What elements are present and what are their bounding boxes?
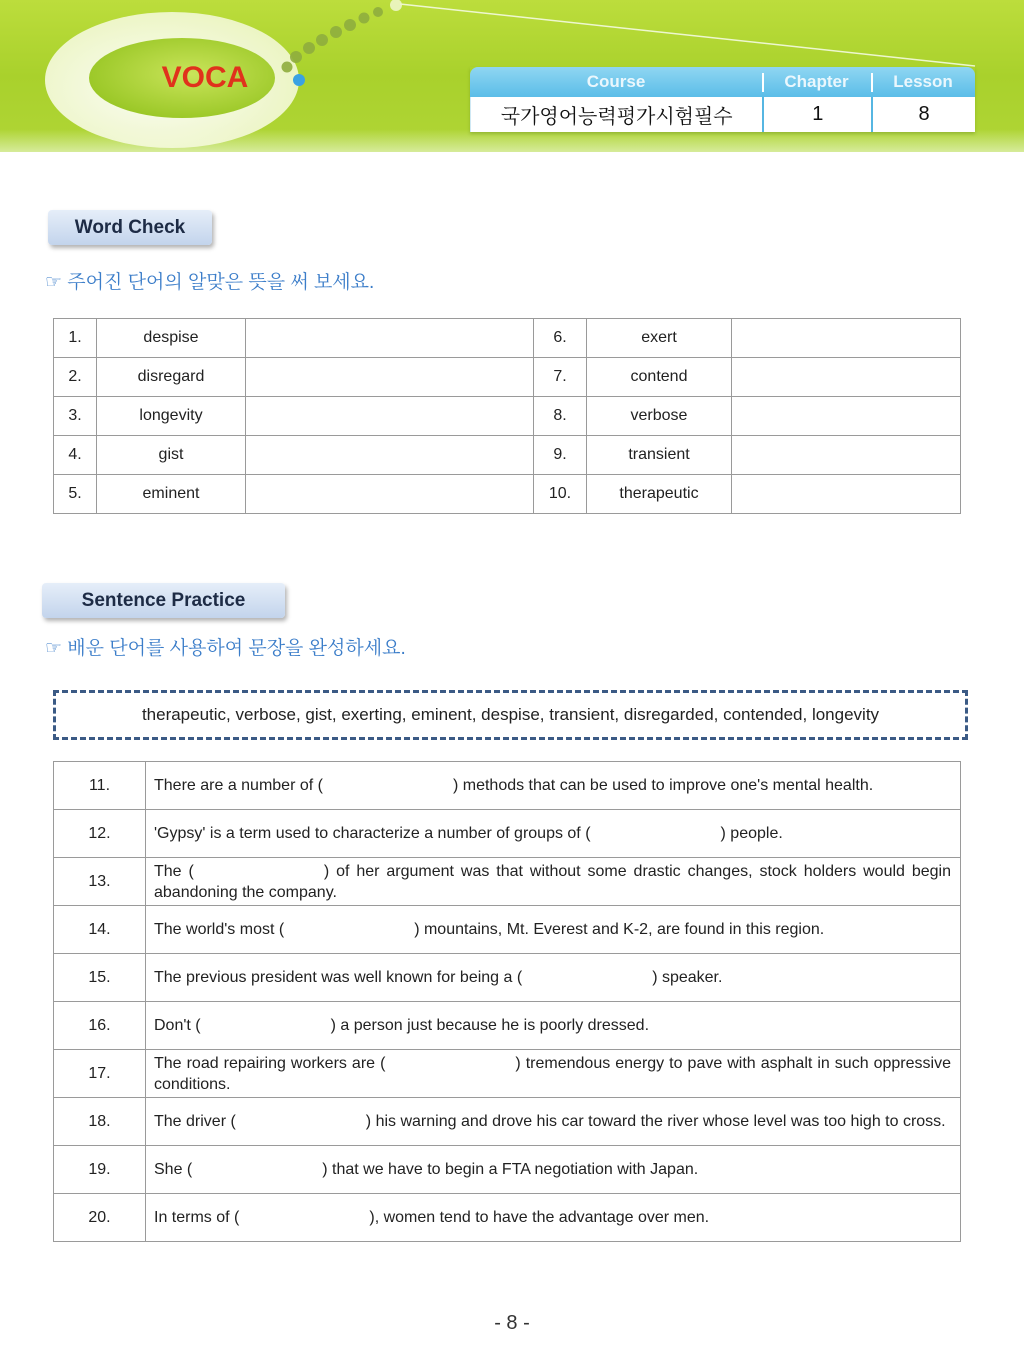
course-info-values bbox=[470, 97, 975, 132]
item-number: 11. bbox=[54, 762, 146, 810]
item-number: 17. bbox=[54, 1050, 146, 1098]
sentence-after: ) that we have to begin a FTA negotiation with Japan. bbox=[322, 1161, 699, 1178]
chapter-header: Chapter bbox=[762, 67, 871, 97]
sentence-text bbox=[146, 1146, 961, 1194]
vocab-word: longevity bbox=[97, 397, 246, 436]
vocab-word: eminent bbox=[97, 475, 246, 514]
sentence-before: 'Gypsy' is a term used to characterize a number of groups of ( bbox=[154, 825, 591, 842]
sentence-text bbox=[146, 810, 961, 858]
lesson-value: 8 bbox=[871, 97, 975, 132]
item-number: 7. bbox=[534, 358, 587, 397]
sentence-before: The road repairing workers are ( bbox=[154, 1054, 386, 1072]
sentence-after: ) tremendous energy to pave with asphalt in such oppressive conditions. bbox=[154, 1054, 951, 1093]
sentence-before: She ( bbox=[154, 1161, 193, 1178]
sentence-text bbox=[146, 954, 961, 1002]
course-info-table bbox=[470, 67, 975, 132]
vocab-word: verbose bbox=[587, 397, 732, 436]
vocab-word: therapeutic bbox=[587, 475, 732, 514]
sentence-text bbox=[146, 1194, 961, 1242]
item-number: 9. bbox=[534, 436, 587, 475]
sentence-practice-instruction: ☞ 배운 단어를 사용하여 문장을 완성하세요. bbox=[45, 638, 406, 659]
answer-cell bbox=[732, 397, 961, 436]
sentence-practice-title: Sentence Practice bbox=[42, 583, 285, 618]
item-number: 16. bbox=[54, 1002, 146, 1050]
word-check-instruction: ☞ 주어진 단어의 알맞은 뜻을 써 보세요. bbox=[45, 272, 375, 293]
sentence-before: In terms of ( bbox=[154, 1209, 240, 1226]
answer-cell bbox=[732, 358, 961, 397]
sentence-before: The world's most ( bbox=[154, 921, 285, 938]
item-number: 8. bbox=[534, 397, 587, 436]
answer-cell bbox=[246, 436, 534, 475]
word-row bbox=[54, 397, 961, 436]
item-number: 10. bbox=[534, 475, 587, 514]
course-header: Course bbox=[586, 72, 646, 91]
sentence-row bbox=[54, 762, 961, 810]
word-row bbox=[54, 475, 961, 514]
word-row bbox=[54, 358, 961, 397]
answer-cell bbox=[246, 358, 534, 397]
word-bank-box bbox=[53, 690, 968, 740]
course-value: 국가영어능력평가시험필수 bbox=[500, 106, 733, 128]
sentence-text bbox=[146, 858, 961, 906]
page-header bbox=[0, 0, 1024, 152]
sentence-after: ) mountains, Mt. Everest and K-2, are found in this region. bbox=[414, 921, 825, 938]
sentence-after: ) his warning and drove his car toward the river whose level was too high to cross. bbox=[365, 1113, 946, 1130]
item-number: 4. bbox=[54, 436, 97, 475]
sentence-before: There are a number of ( bbox=[154, 777, 323, 794]
sentence-after: ) speaker. bbox=[652, 969, 723, 986]
vocab-word: disregard bbox=[97, 358, 246, 397]
answer-cell bbox=[732, 436, 961, 475]
word-check-table bbox=[53, 318, 961, 514]
vocab-word: despise bbox=[97, 319, 246, 358]
sentence-before: The driver ( bbox=[154, 1113, 236, 1130]
item-number: 3. bbox=[54, 397, 97, 436]
answer-cell bbox=[246, 319, 534, 358]
item-number: 19. bbox=[54, 1146, 146, 1194]
sentence-before: The previous president was well known for being a ( bbox=[154, 969, 523, 986]
word-check-title: Word Check bbox=[48, 210, 212, 245]
word-bank-text: therapeutic, verbose, gist, exerting, eminent, despise, transient, disregarded, contended, longevity bbox=[141, 705, 880, 724]
logo-text: VOCA bbox=[161, 61, 249, 94]
sentence-after: ) people. bbox=[720, 825, 783, 842]
item-number: 13. bbox=[54, 858, 146, 906]
sentence-text bbox=[146, 1050, 961, 1098]
sentence-row bbox=[54, 810, 961, 858]
sentence-row bbox=[54, 1098, 961, 1146]
page-number: - 8 - bbox=[494, 1312, 530, 1334]
sentence-row bbox=[54, 906, 961, 954]
sentence-practice-table bbox=[53, 761, 961, 1242]
item-number: 14. bbox=[54, 906, 146, 954]
item-number: 1. bbox=[54, 319, 97, 358]
sentence-row bbox=[54, 1050, 961, 1098]
answer-cell bbox=[732, 475, 961, 514]
sentence-text bbox=[146, 906, 961, 954]
sentence-row bbox=[54, 858, 961, 906]
sentence-after: ) methods that can be used to improve one's mental health. bbox=[452, 777, 874, 794]
sentence-before: The ( bbox=[154, 862, 194, 880]
sentence-row bbox=[54, 1146, 961, 1194]
word-row bbox=[54, 319, 961, 358]
item-number: 5. bbox=[54, 475, 97, 514]
item-number: 2. bbox=[54, 358, 97, 397]
word-row bbox=[54, 436, 961, 475]
sentence-row bbox=[54, 1194, 961, 1242]
vocab-word: exert bbox=[587, 319, 732, 358]
course-info-header bbox=[470, 67, 975, 97]
answer-cell bbox=[732, 319, 961, 358]
vocab-word: transient bbox=[587, 436, 732, 475]
sentence-after: ), women tend to have the advantage over men. bbox=[369, 1209, 710, 1226]
chapter-value: 1 bbox=[762, 97, 871, 132]
lesson-header: Lesson bbox=[871, 67, 975, 97]
item-number: 18. bbox=[54, 1098, 146, 1146]
sentence-row bbox=[54, 1002, 961, 1050]
sentence-text bbox=[146, 1002, 961, 1050]
answer-cell bbox=[246, 397, 534, 436]
vocab-word: gist bbox=[97, 436, 246, 475]
sentence-after: ) a person just because he is poorly dressed. bbox=[330, 1017, 650, 1034]
sentence-text bbox=[146, 762, 961, 810]
vocab-word: contend bbox=[587, 358, 732, 397]
sentence-before: Don't ( bbox=[154, 1017, 201, 1034]
item-number: 6. bbox=[534, 319, 587, 358]
item-number: 20. bbox=[54, 1194, 146, 1242]
sentence-text bbox=[146, 1098, 961, 1146]
sentence-row bbox=[54, 954, 961, 1002]
answer-cell bbox=[246, 475, 534, 514]
item-number: 15. bbox=[54, 954, 146, 1002]
item-number: 12. bbox=[54, 810, 146, 858]
sentence-after: ) of her argument was that without some drastic changes, stock holders would begin abandoning the company. bbox=[154, 862, 951, 901]
